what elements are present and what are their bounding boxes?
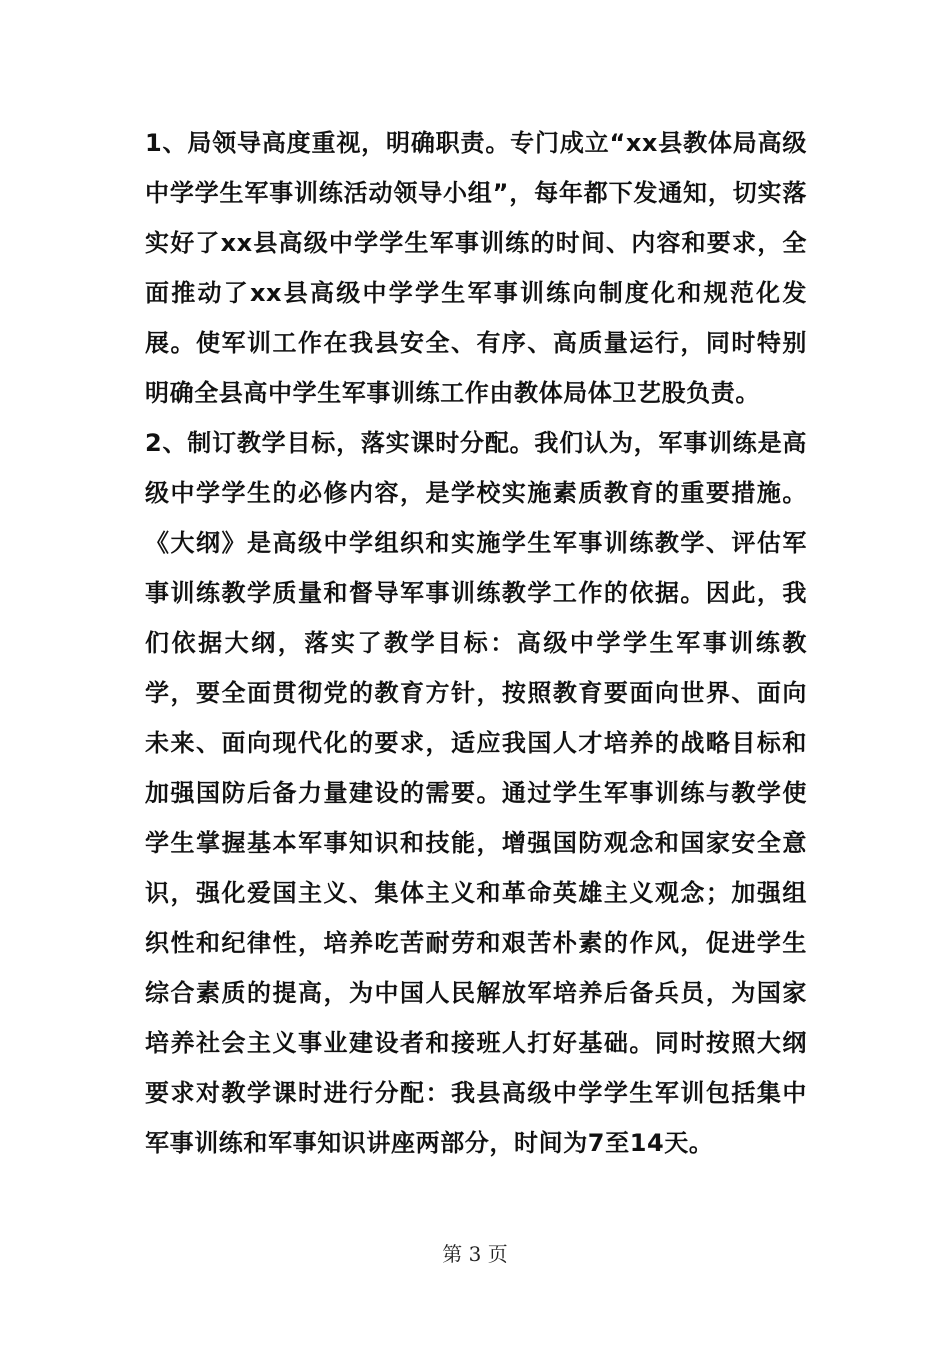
document-body [145, 118, 807, 1168]
paragraph-1: 1、局领导高度重视，明确职责。专门成立“xx县教体局高级中学学生军事训练活动领导小组”，每年都下发通知，切实落实好了xx县高级中学学生军事训练的时间、内容和要求，全面推动了xx县高级中学学生军事训练向制度化和规范化发展。使军训工作在我县安全、有序、高质量运行，同时特别明确全县高中学生军事训练工作由教体局体卫艺股负责。 [145, 129, 807, 407]
page-number: 第 3 页 [442, 1242, 508, 1266]
paragraph-2: 2、制订教学目标，落实课时分配。我们认为，军事训练是高级中学学生的必修内容，是学校实施素质教育的重要措施。《大纲》是高级中学组织和实施学生军事训练教学、评估军事训练教学质量和督导军事训练教学工作的依据。因此，我们依据大纲，落实了教学目标：高级中学学生军事训练教学，要全面贯彻党的教育方针，按照教育要面向世界、面向未来、面向现代化的要求，适应我国人才培养的战略目标和加强国防后备力量建设的需要。通过学生军事训练与教学使学生掌握基本军事知识和技能，增强国防观念和国家安全意识，强化爱国主义、集体主义和革命英雄主义观念；加强组织性和纪律性，培养吃苦耐劳和艰苦朴素的作风，促进学生综合素质的提高，为中国人民解放军培养后备兵员，为国家培养社会主义事业建设者和接班人打好基础。同时按照大纲要求对教学课时进行分配：我县高级中学学生军训包括集中军事训练和军事知识讲座两部分，时间为7至14天。 [145, 429, 807, 1157]
